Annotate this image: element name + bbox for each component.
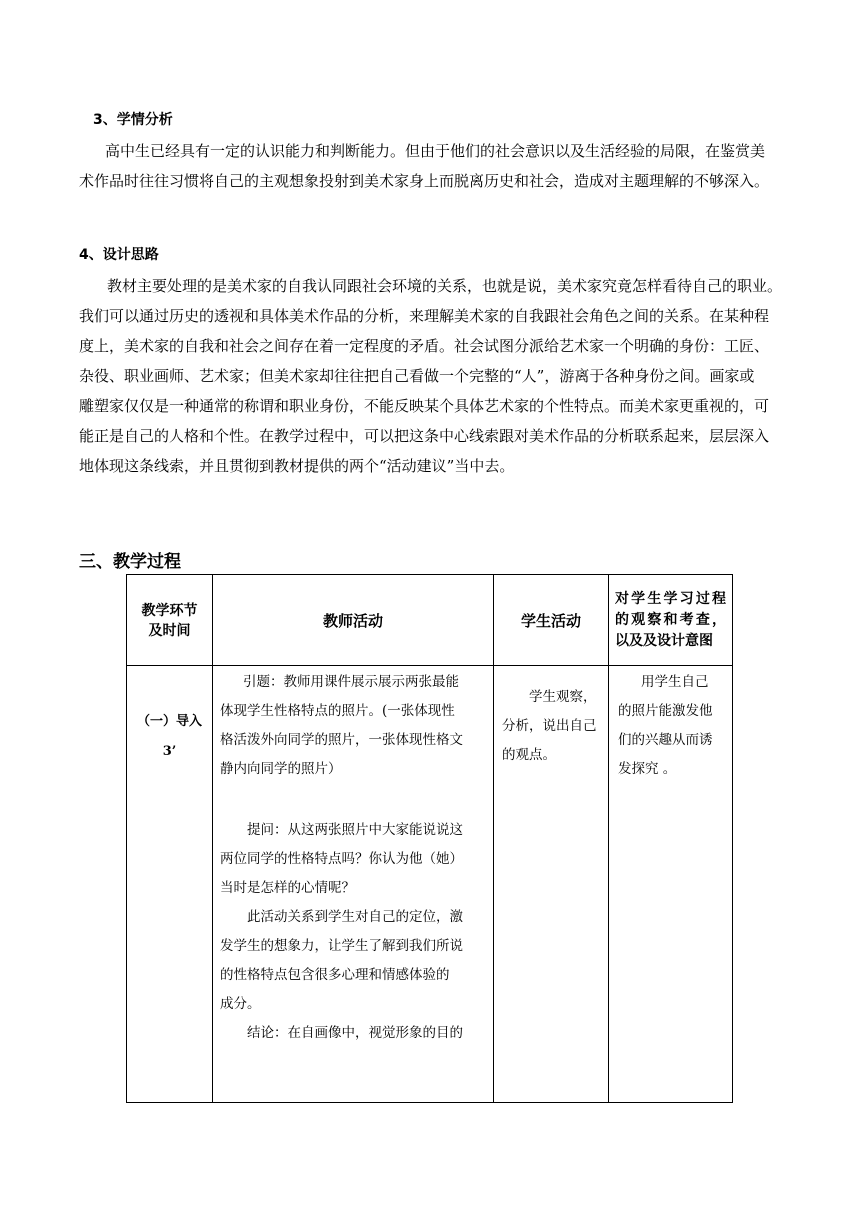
teacher-line: 提问：从这两张照片中大家能说说这 [247,822,463,838]
teacher-line: 结论：在自画像中，视觉形象的目的 [247,1025,463,1041]
teacher-line: 发学生的想象力，让学生了解到我们所说 [220,938,463,954]
row-stage-cell [127,666,213,1103]
learner-analysis-paragraph [79,136,779,196]
header-teacher-activity: 教师活动 [213,575,494,666]
stage-label: （一）导入 [136,714,202,729]
teacher-line: 此活动关系到学生对自己的定位，激 [247,909,463,925]
teacher-line: 成分。 [220,996,261,1012]
teaching-process-table [126,574,733,1103]
header-student-activity: 学生活动 [494,575,609,666]
paragraph-line: 地体现这条线索，并且贯彻到教材提供的两个“活动建议”当中去。 [79,457,515,475]
paragraph-line: 高中生已经具有一定的认识能力和判断能力。但由于他们的社会意识以及生活经验的局限，在鉴赏美 [105,142,766,160]
paragraph-line: 教材主要处理的是美术家的自我认同跟社会环境的关系，也就是说，美术家究竟怎样看待自己的职业。 [107,277,783,295]
teacher-line: 引题：教师用课件展示展示两张最能 [243,674,459,690]
student-line: 的观点。 [502,747,556,763]
teacher-line: 体现学生性格特点的照片。(一张体现性 [220,703,455,719]
paragraph-line: 能正是自己的人格和个性。在教学过程中，可以把这条中心线索跟对美术作品的分析联系起来，层层深入 [79,427,770,445]
teacher-line: 的性格特点包含很多心理和情感体验的 [220,967,450,983]
observe-line: 发探究 。 [618,761,677,777]
table-header-row [127,575,733,666]
header-observation-intent: 对学生学习过程的观察和考查，以及及设计意图 [609,575,733,666]
section-heading-learner-analysis: 3、学情分析 [93,112,173,128]
observe-line: 们的兴趣从而诱 [618,732,713,748]
header-stage-line: 教学环节 [141,603,198,619]
design-ideas-paragraph [79,271,784,481]
teacher-activity-cell [213,666,494,1103]
student-line: 学生观察， [529,689,597,705]
observe-line: 用学生自己 [641,674,709,690]
header-stage-time [127,575,213,666]
student-line: 分析，说出自己 [502,718,597,734]
section-heading-design-ideas: 4、设计思路 [79,247,159,263]
paragraph-line: 雕塑家仅仅是一种通常的称谓和职业身份，不能反映某个具体艺术家的个性特点。而美术家更重视的，可 [79,397,770,415]
teacher-line: 格活泼外向同学的照片，一张体现性格文 [220,732,463,748]
paragraph-line: 我们可以通过历史的透视和具体美术作品的分析，来理解美术家的自我跟社会角色之间的关系。在某种程 [79,307,770,325]
section-heading-teaching-process: 三、教学过程 [79,552,181,572]
student-activity-cell [494,666,609,1103]
teacher-line: 当时是怎样的心情呢？ [220,880,355,896]
stage-duration: 3’ [162,744,177,759]
observe-line: 的照片能激发他 [618,703,713,719]
paragraph-line: 杂役、职业画师、艺术家；但美术家却往往把自己看做一个完整的“人”，游离于各种身份之间。画家或 [79,367,755,385]
teacher-line: 两位同学的性格特点吗？你认为他（她） [220,851,463,867]
paragraph-line: 度上，美术家的自我和社会之间存在着一定程度的矛盾。社会试图分派给艺术家一个明确的身份：工匠、 [79,337,770,355]
table-row [127,666,733,1103]
paragraph-line: 术作品时往往习惯将自己的主观想象投射到美术家身上而脱离历史和社会，造成对主题理解的不够深入。 [79,172,770,190]
observation-intent-cell [609,666,733,1103]
teacher-line-blank [220,784,493,813]
teacher-line: 静内向同学的照片） [220,761,342,777]
header-time-line: 及时间 [148,623,191,639]
